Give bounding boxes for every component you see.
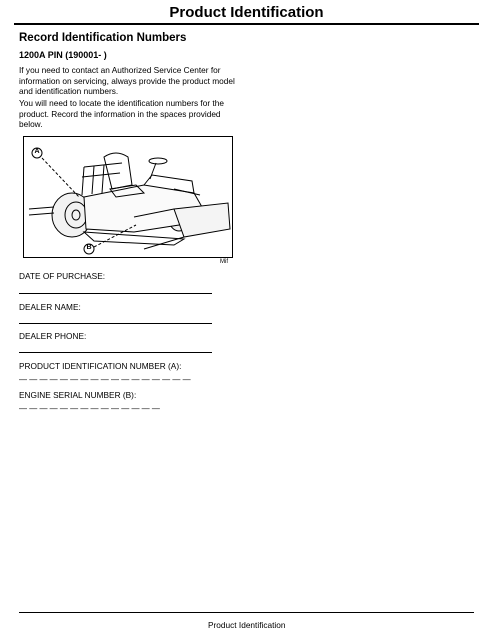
tractor-illustration	[23, 136, 233, 258]
figure-code: Mif	[220, 259, 228, 265]
product-id-number-label: PRODUCT IDENTIFICATION NUMBER (A):	[19, 361, 182, 371]
dealer-name-label: DEALER NAME:	[19, 302, 81, 312]
footer-text: Product Identification	[208, 620, 286, 630]
section-title: Record Identification Numbers	[19, 32, 187, 44]
date-of-purchase-label: DATE OF PURCHASE:	[19, 271, 106, 281]
engine-serial-number-blank: — — — — — — — — — — — — — —	[19, 404, 160, 413]
header-rule	[14, 23, 479, 25]
date-of-purchase-blank	[19, 293, 212, 294]
dealer-phone-label: DEALER PHONE:	[19, 331, 87, 341]
dealer-name-blank	[19, 323, 212, 324]
footer-rule	[19, 612, 474, 613]
dealer-phone-blank	[19, 352, 212, 353]
product-id-number-blank: — — — — — — — — — — — — — — — — —	[19, 375, 191, 384]
tractor-drawing	[24, 137, 232, 257]
engine-serial-number-label: ENGINE SERIAL NUMBER (B):	[19, 390, 137, 400]
page-header-title: Product Identification	[169, 4, 324, 21]
callout-b-label: B	[86, 244, 92, 251]
callout-a-label: A	[34, 148, 40, 155]
model-pin-subtitle: 1200A PIN (190001- )	[19, 50, 107, 60]
intro-paragraph: If you need to contact an Authorized Service Center for information on servicing, always provide the product model and identification numbers.	[19, 65, 235, 96]
locate-paragraph: You will need to locate the identification numbers for the product. Record the information in the spaces provided below.	[19, 98, 224, 129]
